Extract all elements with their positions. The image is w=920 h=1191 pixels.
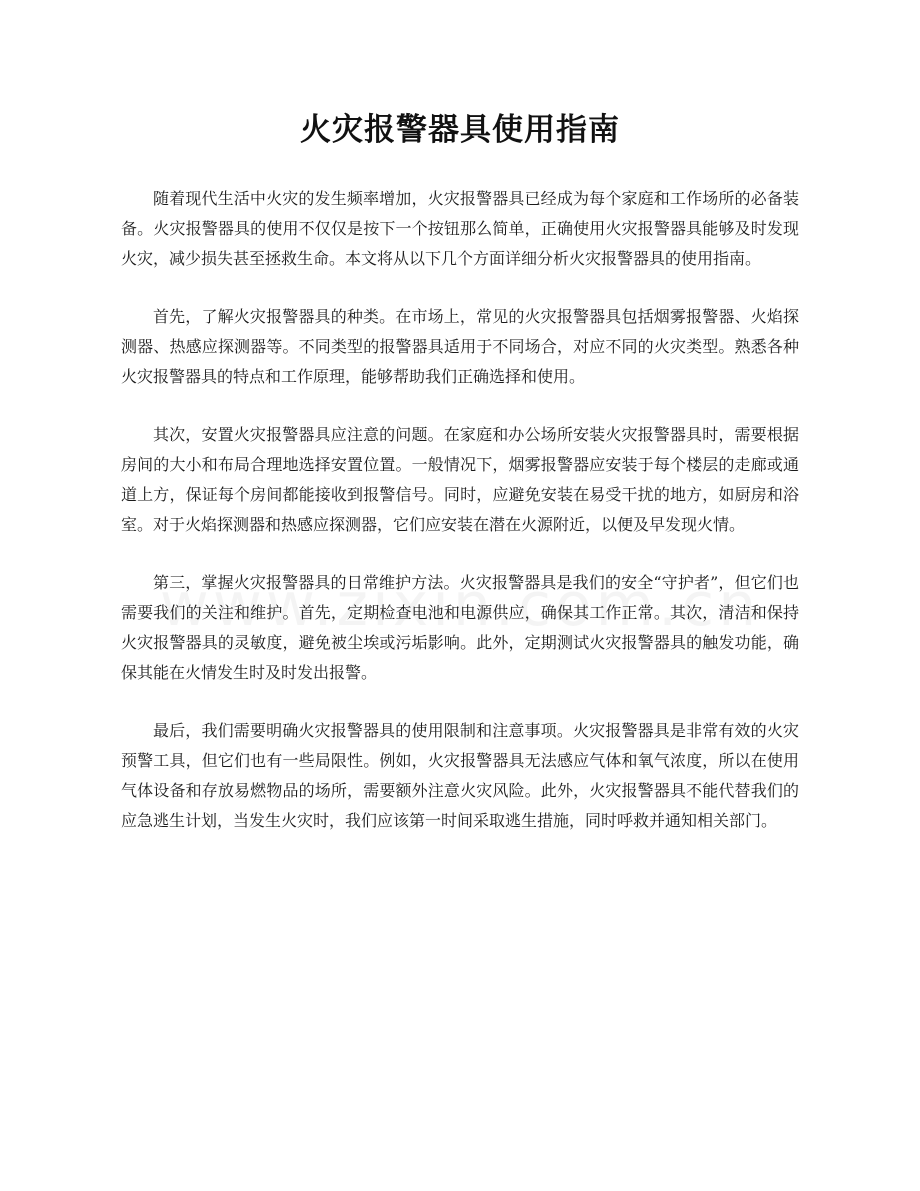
paragraph-intro: 随着现代生活中火灾的发生频率增加，火灾报警器具已经成为每个家庭和工作场所的必备装备。火灾报警器具的使用不仅仅是按下一个按钮那么简单，正确使用火灾报警器具能够及时发现火灾，减少损失甚至拯救生命。本文将从以下几个方面详细分析火灾报警器具的使用指南。	[121, 189, 799, 268]
document-body	[121, 184, 799, 864]
paragraph-maintenance: 第三，掌握火灾报警器具的日常维护方法。火灾报警器具是我们的安全“守护者”，但它们也需要我们的关注和维护。首先，定期检查电池和电源供应，确保其工作正常。其次，清洁和保持火灾报警器具的灵敏度，避免被尘埃或污垢影响。此外，定期测试火灾报警器具的触发功能，确保其能在火情发生时及时发出报警。	[121, 573, 799, 682]
document-title: 火灾报警器具使用指南	[300, 112, 620, 148]
paragraph-placement: 其次，安置火灾报警器具应注意的问题。在家庭和办公场所安装火灾报警器具时，需要根据房间的大小和布局合理地选择安置位置。一般情况下，烟雾报警器应安装于每个楼层的走廊或通道上方，保证每个房间都能接收到报警信号。同时，应避免安装在易受干扰的地方，如厨房和浴室。对于火焰探测器和热感应探测器，它们应安装在潜在火源附近，以便及早发现火情。	[121, 425, 799, 534]
paragraph-types: 首先，了解火灾报警器具的种类。在市场上，常见的火灾报警器具包括烟雾报警器、火焰探测器、热感应探测器等。不同类型的报警器具适用于不同场合，对应不同的火灾类型。熟悉各种火灾报警器具的特点和工作原理，能够帮助我们正确选择和使用。	[121, 307, 799, 386]
paragraph-limitations: 最后，我们需要明确火灾报警器具的使用限制和注意事项。火灾报警器具是非常有效的火灾预警工具，但它们也有一些局限性。例如，火灾报警器具无法感应气体和氧气浓度，所以在使用气体设备和存放易燃物品的场所，需要额外注意火灾风险。此外，火灾报警器具不能代替我们的应急逃生计划，当发生火灾时，我们应该第一时间采取逃生措施，同时呼救并通知相关部门。	[121, 721, 799, 830]
